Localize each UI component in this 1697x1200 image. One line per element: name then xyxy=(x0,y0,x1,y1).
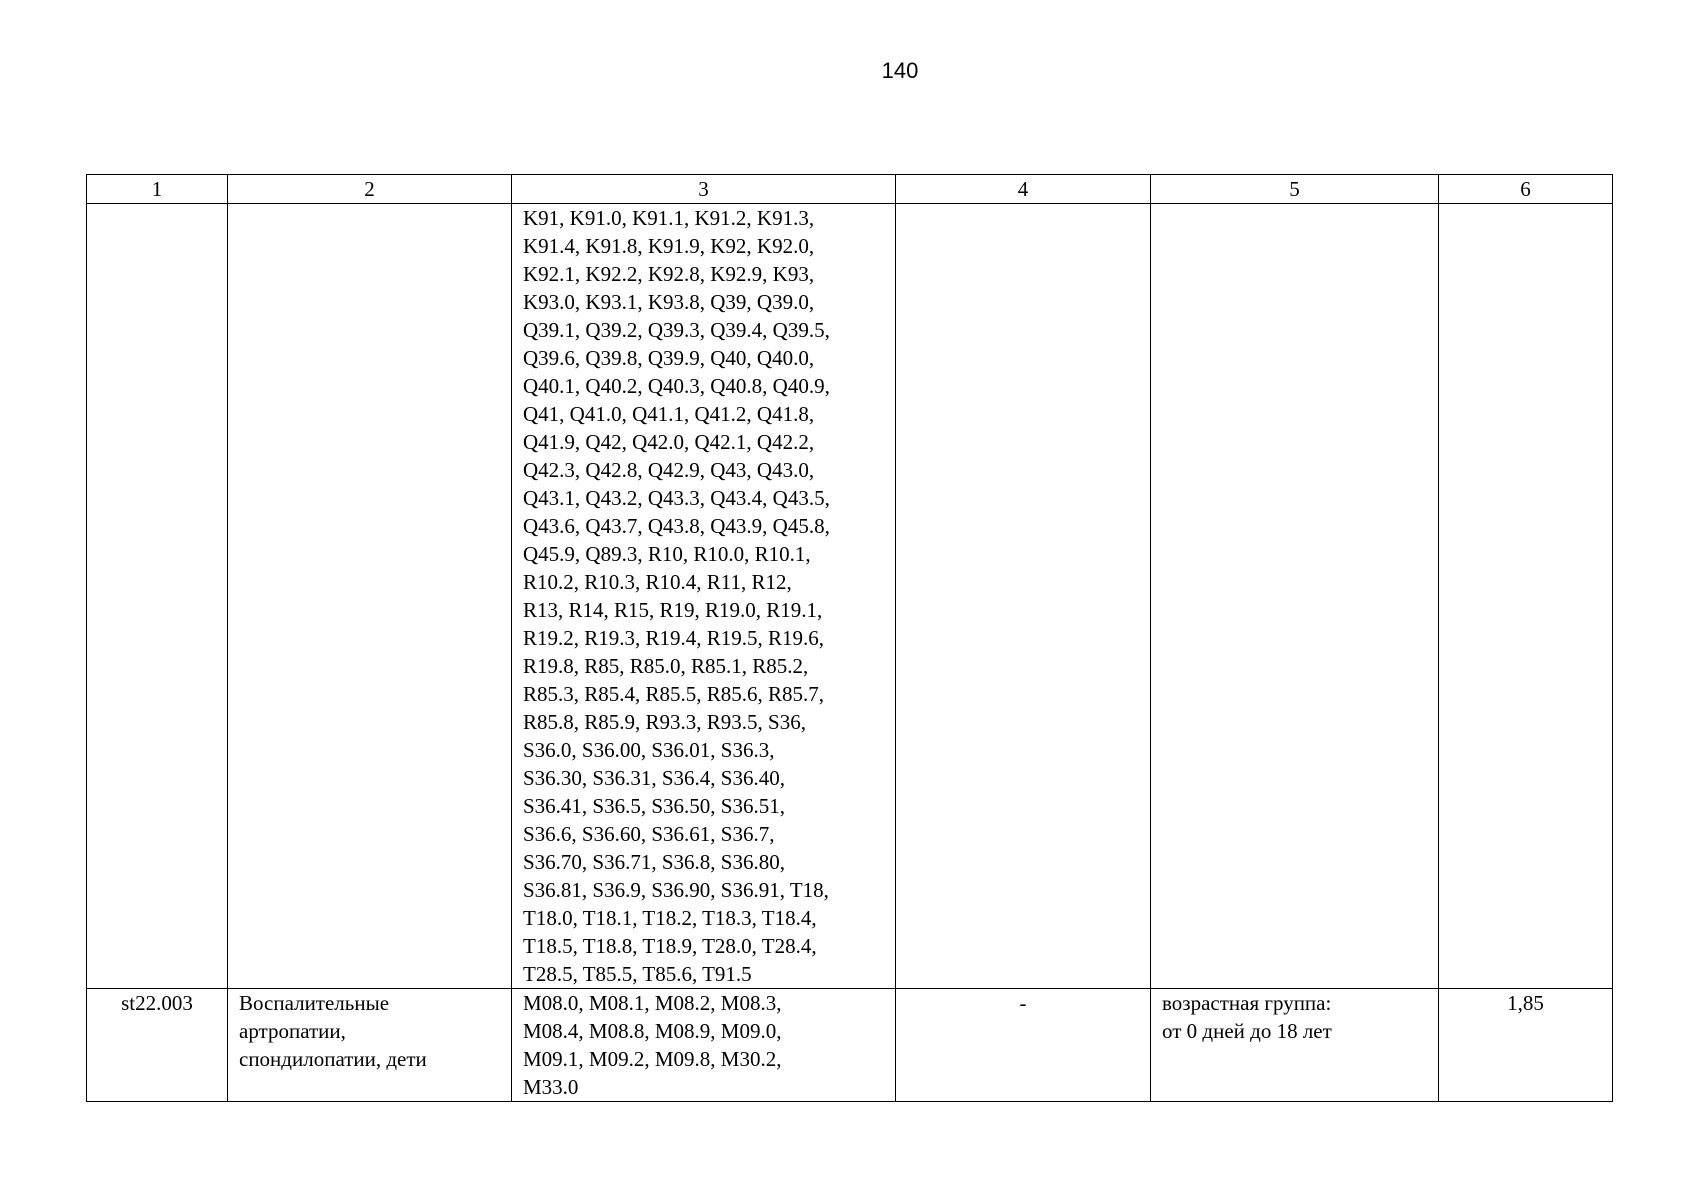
column-header-5: 5 xyxy=(1151,175,1439,204)
code-line: K91.4, K91.8, K91.9, K92, K92.0, xyxy=(523,234,815,258)
group-name-cell xyxy=(228,989,512,1102)
code-line: S36.0, S36.00, S36.01, S36.3, xyxy=(523,738,775,762)
table-row xyxy=(87,989,1613,1102)
column-header-3: 3 xyxy=(512,175,896,204)
code-line: T28.5, T85.5, T85.6, T91.5 xyxy=(523,962,752,986)
cell-empty xyxy=(228,204,512,989)
coefficient-cell: 1,85 xyxy=(1439,989,1613,1102)
cell-empty xyxy=(896,204,1151,989)
code-line: Q41.9, Q42, Q42.0, Q42.1, Q42.2, xyxy=(523,430,815,454)
code-line: K93.0, K93.1, K93.8, Q39, Q39.0, xyxy=(523,290,815,314)
column-header-4: 4 xyxy=(896,175,1151,204)
header-row xyxy=(87,175,1613,204)
cell-empty xyxy=(1439,204,1613,989)
code-line: Q42.3, Q42.8, Q42.9, Q43, Q43.0, xyxy=(523,458,815,482)
code-line: R10.2, R10.3, R10.4, R11, R12, xyxy=(523,570,792,594)
code-line: S36.30, S36.31, S36.4, S36.40, xyxy=(523,766,785,790)
procedure-codes-cell: - xyxy=(896,989,1151,1102)
code-line: S36.41, S36.5, S36.50, S36.51, xyxy=(523,794,785,818)
code-line: S36.70, S36.71, S36.8, S36.80, xyxy=(523,850,785,874)
code-line: R85.3, R85.4, R85.5, R85.6, R85.7, xyxy=(523,682,825,706)
criteria-cell xyxy=(1151,989,1439,1102)
code-line: K91, K91.0, K91.1, K91.2, K91.3, xyxy=(523,206,815,230)
code-line: Q45.9, Q89.3, R10, R10.0, R10.1, xyxy=(523,542,811,566)
cell-empty xyxy=(87,204,228,989)
continuation-row xyxy=(87,204,1613,989)
code-line: S36.81, S36.9, S36.90, S36.91, T18, xyxy=(523,878,829,902)
code-line: Q43.1, Q43.2, Q43.3, Q43.4, Q43.5, xyxy=(523,486,830,510)
code-line: Q41, Q41.0, Q41.1, Q41.2, Q41.8, xyxy=(523,402,815,426)
code-line: R19.8, R85, R85.0, R85.1, R85.2, xyxy=(523,654,809,678)
name-line: Воспалительные xyxy=(239,991,390,1015)
code-line: T18.5, T18.8, T18.9, T28.0, T28.4, xyxy=(523,934,817,958)
page-number: 140 xyxy=(881,58,919,83)
code-line: Q39.6, Q39.8, Q39.9, Q40, Q40.0, xyxy=(523,346,815,370)
tariff-table xyxy=(86,174,1613,1102)
column-header-6: 6 xyxy=(1439,175,1613,204)
criteria-line: возрастная группа: xyxy=(1162,991,1332,1015)
code-line: K92.1, K92.2, K92.8, K92.9, K93, xyxy=(523,262,815,286)
code-line: M08.4, M08.8, M08.9, M09.0, xyxy=(523,1019,782,1043)
column-header-1: 1 xyxy=(87,175,228,204)
code-line: Q43.6, Q43.7, Q43.8, Q43.9, Q45.8, xyxy=(523,514,830,538)
criteria-line: от 0 дней до 18 лет xyxy=(1162,1019,1332,1043)
code-line: R13, R14, R15, R19, R19.0, R19.1, xyxy=(523,598,823,622)
group-code-cell: st22.003 xyxy=(87,989,228,1102)
code-line: Q40.1, Q40.2, Q40.3, Q40.8, Q40.9, xyxy=(523,374,830,398)
column-header-2: 2 xyxy=(228,175,512,204)
cell-empty xyxy=(1151,204,1439,989)
code-line: R85.8, R85.9, R93.3, R93.5, S36, xyxy=(523,710,806,734)
name-line: спондилопатии, дети xyxy=(239,1047,427,1071)
diagnosis-codes-cell xyxy=(512,204,896,989)
code-line: M08.0, M08.1, M08.2, M08.3, xyxy=(523,991,782,1015)
code-line: M33.0 xyxy=(523,1075,579,1099)
name-line: артропатии, xyxy=(239,1019,346,1043)
code-line: Q39.1, Q39.2, Q39.3, Q39.4, Q39.5, xyxy=(523,318,830,342)
code-line: T18.0, T18.1, T18.2, T18.3, T18.4, xyxy=(523,906,817,930)
code-line: R19.2, R19.3, R19.4, R19.5, R19.6, xyxy=(523,626,825,650)
code-line: M09.1, M09.2, M09.8, M30.2, xyxy=(523,1047,782,1071)
code-line: S36.6, S36.60, S36.61, S36.7, xyxy=(523,822,775,846)
diagnosis-codes-cell xyxy=(512,989,896,1102)
